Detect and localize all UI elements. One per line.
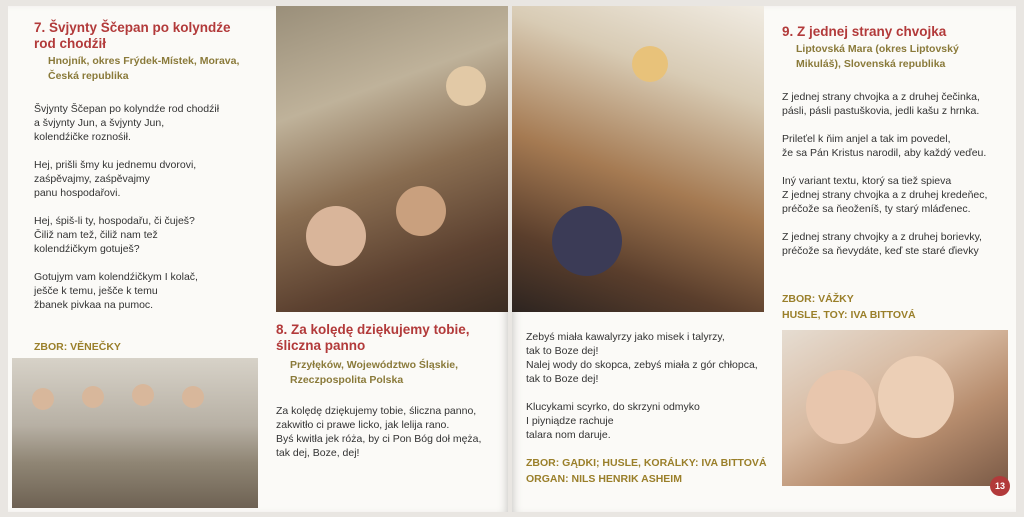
song7-verse-2: Hej, prišli šmy ku jednemu dvorovi, zaśpěvajmy, zaśpěvajmy panu hospodařovi. bbox=[34, 159, 197, 199]
choir-photo bbox=[12, 358, 258, 508]
song8-title: 8. Za kolędę dziękujemy tobie, śliczna panno bbox=[276, 322, 470, 353]
song9-verse-3: Iný variant textu, ktorý sa tiež spieva Z jednej strany chvojka a z druhej kredeňec, préčože sa ňeoženíš, ty starý mláďeneс. bbox=[782, 175, 988, 215]
song8-lyrics bbox=[276, 404, 504, 474]
page-number-badge: 13 bbox=[990, 476, 1010, 496]
song7-lyrics bbox=[34, 102, 264, 326]
song9-origin: Liptovská Mara (okres Liptovský Mikuláš), Slovenská republika bbox=[796, 43, 959, 70]
song8-credit-2: ORGAN: NILS HENRIK ASHEIM bbox=[526, 473, 682, 485]
right-page bbox=[512, 6, 1016, 512]
two-girls-photo bbox=[782, 330, 1008, 486]
left-page bbox=[8, 6, 508, 512]
song9-verse-4: Z jednej strany chvojky a z druhej borievky, préčože sa ňevydáte, keď ste staré ďievky bbox=[782, 231, 982, 257]
church-children-photo bbox=[276, 6, 508, 312]
song7-title: 7. Švjynty Ščepan po kolyndźe rod chodźił bbox=[34, 20, 231, 51]
song9-title: 9. Z jednej strany chvojka bbox=[782, 24, 947, 39]
song9-lyrics bbox=[782, 90, 1012, 272]
song8-credit-1: ZBOR: GĄDKI; HUSLE, KORÁLKY: IVA BITTOVÁ bbox=[526, 457, 767, 469]
song8-verse-2: Zebyś miała kawalyrzy jako misek i talyrzy, tak to Boze dej! Nalej wody do skopca, zebyś miała z gór chłopca, tak to Boze dej! bbox=[526, 331, 758, 385]
song7-origin: Hnojník, okres Frýdek-Místek, Morava, Česká republika bbox=[48, 55, 240, 82]
song9-credit-1: ZBOR: VÁŽKY bbox=[782, 293, 854, 305]
song7-verse-3: Hej, śpiš-li ty, hospodařu, či čuješ? Čiliž nam tež, čiliž nam tež kolendźičkym gotuješ? bbox=[34, 215, 195, 255]
song9-verse-1: Z jednej strany chvojka a z druhej čečinka, pásli, pásli pastuškovia, jedli kašu z hrnka. bbox=[782, 91, 980, 117]
song7-verse-4: Gotujym vam kolendźičkym I kolač, ješče k temu, ješče k temu žbanek pivkaa na pumoc. bbox=[34, 271, 198, 311]
song8-verse-1: Za kolędę dziękujemy tobie, śliczna panno, zakwitło ci prawe licko, jak lelija rano. Byś kwitła jek róża, by ci Pon Bóg doł męża, tak dej, Boze, dej! bbox=[276, 405, 482, 459]
song7-credit: ZBOR: VĚNEČKY bbox=[34, 341, 121, 353]
song9-credit-2: HUSLE, TOY: IVA BITTOVÁ bbox=[782, 309, 916, 321]
song8-origin: Przyłęków, Województwo Śląskie, Rzeczpospolita Polska bbox=[290, 359, 459, 386]
song8-verse-3: Klucykami scyrko, do skrzyni odmyko I piyniądze rachuje talara nom daruje. bbox=[526, 401, 700, 441]
song9-verse-2: Prileťel k ňim anjel a tak im povedel, že sa Pán Kristus narodil, aby každý veďeu. bbox=[782, 133, 987, 159]
church-candles-photo bbox=[512, 6, 764, 312]
song7-verse-1: Švjynty Ščepan po kolyndźe rod chodźił a švjynty Jun, a švjynty Jun, kolendźičke roznośił. bbox=[34, 103, 220, 143]
song8-continued-lyrics bbox=[526, 330, 766, 456]
